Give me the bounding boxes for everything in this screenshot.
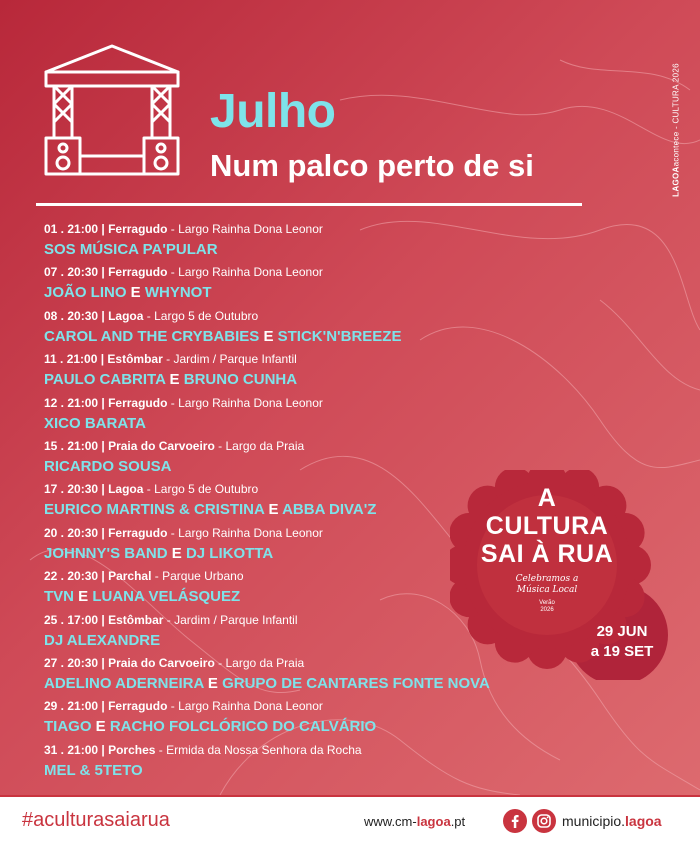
event-date: 08 . 20:30 (44, 308, 99, 323)
performer-name: RACHO FOLCLÓRICO DO CALVÁRIO (109, 718, 377, 736)
event-date: 22 . 20:30 (44, 569, 99, 584)
venue-separator: - (167, 222, 179, 236)
badge-season (462, 600, 632, 614)
event-date: 29 . 21:00 (44, 699, 99, 714)
event-venue: Largo 5 de Outubro (154, 308, 259, 323)
performer-name: TIAGO (44, 718, 92, 736)
event-venue: Largo 5 de Outubro (154, 482, 259, 497)
performer-name: MEL & 5TETO (44, 761, 143, 779)
event-item (44, 743, 564, 786)
date-separator: | (98, 699, 109, 714)
event-town: Porches (108, 742, 156, 757)
event-date: 07 . 20:30 (44, 265, 99, 280)
date-separator: | (98, 222, 109, 236)
event-town: Praia do Carvoeiro (108, 438, 215, 453)
event-venue: Parque Urbano (162, 569, 244, 584)
event-town: Ferragudo (108, 265, 168, 280)
event-town: Lagoa (108, 482, 144, 497)
footer-rule (0, 795, 700, 797)
event-town: Estômbar (107, 352, 163, 367)
event-venue: Jardim / Parque Infantil (174, 612, 298, 627)
event-town: Lagoa (108, 308, 144, 323)
event-meta (44, 439, 564, 454)
performer-name: SOS MÚSICA PA'PULAR (44, 241, 218, 258)
venue-separator: - (143, 482, 155, 497)
event-performers (44, 717, 564, 737)
performer-conjunction: E (165, 371, 184, 389)
performer-name: XICO BARATA (44, 414, 146, 432)
event-performers (44, 240, 564, 260)
date-separator: | (98, 612, 109, 627)
venue-separator: - (167, 699, 179, 714)
page-title: Julho (210, 85, 336, 138)
event-item (44, 222, 564, 265)
performer-name: JOÃO LINO (44, 284, 127, 302)
performer-name: DJ ALEXANDRE (44, 631, 161, 649)
event-venue: Largo Rainha Dona Leonor (178, 699, 323, 714)
hashtag: #aculturasaiarua (22, 809, 170, 831)
event-meta (44, 396, 564, 411)
performer-conjunction: E (91, 718, 110, 736)
event-date: 12 . 21:00 (44, 395, 99, 410)
performer-name: DJ LIKOTTA (185, 544, 274, 562)
event-venue: Largo Rainha Dona Leonor (178, 525, 323, 540)
event-meta (44, 743, 564, 758)
event-date: 31 . 21:00 (44, 742, 99, 757)
venue-separator: - (163, 612, 175, 627)
handle-bold: lagoa (625, 813, 662, 829)
performer-conjunction: E (167, 544, 186, 562)
venue-separator: - (167, 395, 179, 410)
event-performers (44, 370, 564, 390)
event-item (44, 265, 564, 308)
performer-name: RICARDO SOUSA (44, 457, 172, 475)
event-item (44, 309, 564, 352)
date-separator: | (98, 438, 109, 453)
footer (0, 795, 700, 850)
page-subtitle: Num palco perto de si (210, 148, 534, 183)
performer-conjunction: E (259, 327, 278, 345)
event-performers (44, 283, 564, 303)
badge-tagline-line: Música Local (516, 585, 578, 595)
badge-date-line: 29 JUN (596, 623, 648, 640)
event-town: Ferragudo (108, 395, 168, 410)
date-separator: | (98, 655, 109, 670)
badge-date-range (572, 622, 672, 662)
event-date: 25 . 17:00 (44, 612, 99, 627)
badge-season-line: 2026 (540, 607, 554, 613)
performer-name: ABBA DIVA'Z (282, 501, 377, 519)
performer-conjunction: E (264, 501, 283, 519)
event-date: 01 . 21:00 (44, 222, 99, 236)
performer-conjunction: E (126, 284, 145, 302)
badge-tagline (462, 574, 632, 596)
website-prefix: www.cm- (364, 814, 417, 829)
date-separator: | (98, 308, 109, 323)
venue-separator: - (167, 525, 179, 540)
venue-separator: - (155, 742, 167, 757)
event-performers (44, 414, 564, 434)
event-date: 17 . 20:30 (44, 482, 99, 497)
date-separator: | (97, 352, 108, 367)
stage-icon (38, 42, 186, 177)
handle-prefix: municipio. (562, 813, 626, 829)
badge-season-line: Verão (539, 600, 555, 606)
performer-name: TVN (44, 588, 74, 606)
facebook-icon[interactable] (503, 809, 527, 833)
event-venue: Largo Rainha Dona Leonor (178, 222, 323, 236)
performer-name: ADELINO ADERNEIRA (44, 674, 204, 692)
vertical-brand: LAGOA (671, 166, 681, 197)
event-venue: Largo da Praia (225, 438, 305, 453)
header-divider (36, 203, 582, 206)
website-bold: lagoa (416, 814, 451, 829)
website-suffix: .pt (450, 814, 466, 829)
venue-separator: - (214, 655, 226, 670)
event-town: Ferragudo (108, 222, 168, 236)
event-meta (44, 699, 564, 714)
venue-separator: - (162, 352, 174, 367)
venue-separator: - (143, 308, 155, 323)
event-date: 15 . 21:00 (44, 438, 99, 453)
venue-separator: - (214, 438, 226, 453)
cultura-badge (462, 484, 632, 614)
performer-conjunction: E (74, 588, 93, 606)
badge-date-line: a 19 SET (590, 643, 654, 660)
social-handle[interactable] (562, 813, 662, 829)
vertical-credit-text: acontece - CULTURA 2026 (671, 63, 681, 167)
performer-name: EURICO MARTINS & CRISTINA (44, 501, 265, 519)
badge-line: SAI À RUA (480, 540, 614, 568)
date-separator: | (98, 742, 109, 757)
venue-separator: - (151, 569, 163, 584)
date-separator: | (98, 265, 109, 280)
performer-conjunction: E (203, 674, 223, 692)
event-item (44, 352, 564, 395)
performer-name: CAROL AND THE CRYBABIES (44, 327, 260, 345)
event-item (44, 396, 564, 439)
event-date: 27 . 20:30 (44, 655, 99, 670)
instagram-icon[interactable] (532, 809, 556, 833)
event-date: 11 . 21:00 (44, 352, 98, 367)
event-venue: Largo Rainha Dona Leonor (178, 395, 323, 410)
event-date: 20 . 20:30 (44, 525, 99, 540)
event-performers (44, 327, 564, 347)
event-meta (44, 222, 564, 237)
venue-separator: - (167, 265, 179, 280)
date-separator: | (98, 482, 109, 497)
event-performers (44, 761, 564, 781)
date-separator: | (98, 525, 109, 540)
badge-line: CULTURA (485, 512, 609, 540)
performer-name: JOHNNY'S BAND (44, 544, 168, 562)
badge-line: A (537, 484, 557, 512)
event-venue: Largo da Praia (225, 655, 305, 670)
event-venue: Jardim / Parque Infantil (173, 352, 297, 367)
event-item (44, 699, 564, 742)
event-venue: Ermida da Nossa Senhora da Rocha (166, 742, 362, 757)
performer-name: STICK'N'BREEZE (277, 327, 402, 345)
event-town: Ferragudo (108, 699, 168, 714)
event-town: Praia do Carvoeiro (108, 655, 215, 670)
event-town: Parchal (108, 569, 152, 584)
performer-name: PAULO CABRITA (44, 371, 166, 389)
badge-tagline-line: Celebramos a (515, 574, 579, 584)
event-town: Ferragudo (108, 525, 168, 540)
website-link[interactable] (364, 814, 465, 829)
event-meta (44, 309, 564, 324)
performer-name: BRUNO CUNHA (183, 371, 298, 389)
performer-name: WHYNOT (144, 284, 212, 302)
date-separator: | (98, 569, 109, 584)
event-meta (44, 352, 564, 367)
performer-name: LUANA VELÁSQUEZ (92, 588, 241, 606)
event-meta (44, 265, 564, 280)
event-town: Estômbar (108, 612, 164, 627)
performer-name: GRUPO DE CANTARES FONTE NOVA (222, 674, 490, 692)
date-separator: | (98, 395, 109, 410)
vertical-credit (672, 63, 681, 197)
event-venue: Largo Rainha Dona Leonor (178, 265, 323, 280)
